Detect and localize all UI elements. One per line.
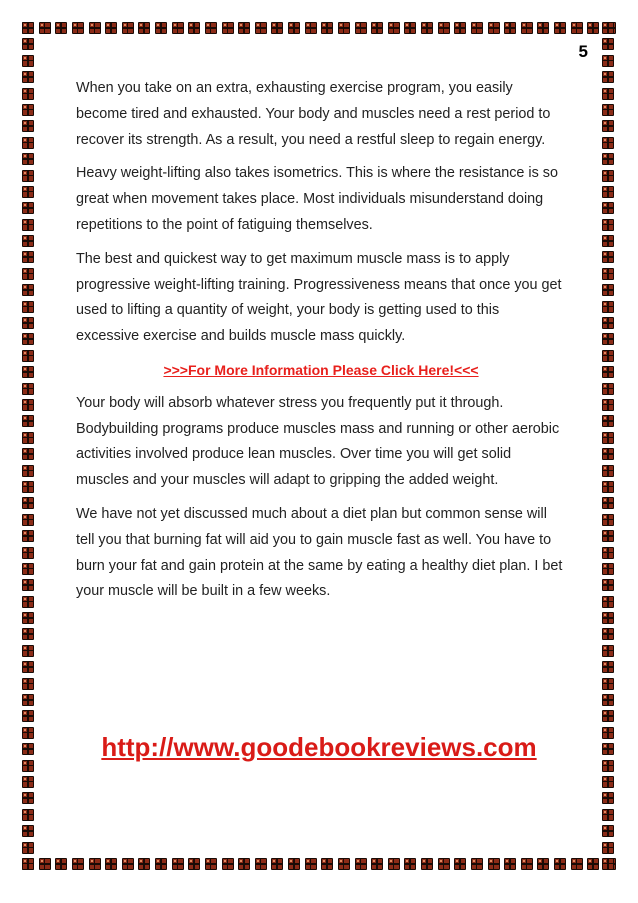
brick-tile-icon [602, 710, 614, 722]
brick-tile-icon [255, 22, 267, 34]
brick-tile-icon [22, 333, 34, 345]
brick-tile-icon [438, 858, 450, 870]
brick-tile-icon [288, 22, 300, 34]
brick-tile-icon [122, 858, 134, 870]
brick-tile-icon [338, 858, 350, 870]
brick-tile-icon [22, 120, 34, 132]
paragraph: When you take on an extra, exhausting exercise program, you easily become tired and exhausted. Your body and muscles need a rest period to recover its strength. As a result, you need a restful sleep to regain energy. [76, 80, 551, 148]
brick-tile-icon [602, 71, 614, 83]
brick-tile-icon [22, 579, 34, 591]
brick-tile-icon [602, 579, 614, 591]
brick-tile-icon [421, 22, 433, 34]
brick-tile-icon [602, 268, 614, 280]
brick-tile-icon [471, 858, 483, 870]
brick-tile-icon [22, 317, 34, 329]
brick-tile-icon [89, 22, 101, 34]
brick-tile-icon [138, 22, 150, 34]
page-number: 5 [578, 42, 588, 61]
brick-tile-icon [271, 22, 283, 34]
brick-tile-icon [602, 120, 614, 132]
brick-tile-icon [222, 22, 234, 34]
brick-tile-icon [22, 251, 34, 263]
brick-tile-icon [388, 22, 400, 34]
brick-tile-icon [602, 350, 614, 362]
brick-tile-icon [172, 858, 184, 870]
brick-tile-icon [321, 858, 333, 870]
brick-tile-icon [571, 22, 583, 34]
brick-tile-icon [205, 22, 217, 34]
brick-tile-icon [602, 38, 614, 50]
brick-tile-icon [537, 22, 549, 34]
brick-tile-icon [602, 383, 614, 395]
brick-tile-icon [172, 22, 184, 34]
brick-tile-icon [22, 137, 34, 149]
brick-tile-icon [521, 22, 533, 34]
brick-tile-icon [305, 858, 317, 870]
brick-tile-icon [602, 415, 614, 427]
border-bottom [22, 858, 616, 872]
brick-tile-icon [554, 858, 566, 870]
brick-tile-icon [602, 694, 614, 706]
brick-tile-icon [504, 22, 516, 34]
brick-tile-icon [22, 842, 34, 854]
brick-tile-icon [371, 858, 383, 870]
brick-tile-icon [22, 235, 34, 247]
brick-tile-icon [602, 399, 614, 411]
brick-tile-icon [602, 219, 614, 231]
brick-tile-icon [602, 186, 614, 198]
brick-tile-icon [602, 284, 614, 296]
brick-tile-icon [39, 858, 51, 870]
brick-tile-icon [602, 628, 614, 640]
brick-tile-icon [602, 170, 614, 182]
brick-tile-icon [22, 284, 34, 296]
brick-tile-icon [155, 858, 167, 870]
paragraph: We have not yet discussed much about a diet plan but common sense will tell you that burning fat will aid you to gain muscle fast as well. You have to burn your fat and gain protein at the same by eating a healthy diet plan. I bet your muscle will be built in a few weeks. [76, 505, 563, 600]
brick-tile-icon [602, 301, 614, 313]
brick-tile-icon [22, 776, 34, 788]
brick-tile-icon [22, 547, 34, 559]
brick-tile-icon [22, 219, 34, 231]
brick-tile-icon [404, 858, 416, 870]
paragraph: Your body will absorb whatever stress you frequently put it through. Bodybuilding programs produce muscles mass and running or other aerobic activities involved produce lean muscles. Over time you will get solid muscles and your muscles will adapt to gripping the added weight. [76, 394, 560, 489]
brick-tile-icon [22, 678, 34, 690]
brick-tile-icon [602, 661, 614, 673]
brick-tile-icon [602, 153, 614, 165]
brick-tile-icon [238, 22, 250, 34]
brick-tile-icon [271, 858, 283, 870]
brick-tile-icon [602, 514, 614, 526]
brick-tile-icon [22, 596, 34, 608]
brick-tile-icon [602, 497, 614, 509]
brick-tile-icon [602, 235, 614, 247]
brick-tile-icon [438, 22, 450, 34]
brick-tile-icon [602, 137, 614, 149]
brick-tile-icon [22, 350, 34, 362]
brick-tile-icon [355, 22, 367, 34]
brick-tile-icon [602, 809, 614, 821]
brick-tile-icon [22, 694, 34, 706]
brick-tile-icon [454, 22, 466, 34]
brick-tile-icon [602, 448, 614, 460]
brick-tile-icon [89, 858, 101, 870]
brick-tile-icon [22, 366, 34, 378]
paragraph: Heavy weight-lifting also takes isometrics. This is where the resistance is so great when movement takes place. Most individuals misunderstand doing repetitions to the point of fatiguing themselves. [76, 165, 559, 233]
brick-tile-icon [321, 22, 333, 34]
brick-tile-icon [22, 268, 34, 280]
brick-tile-icon [22, 202, 34, 214]
brick-tile-icon [421, 858, 433, 870]
brick-tile-icon [22, 612, 34, 624]
paragraph: The best and quickest way to get maximum muscle mass is to apply progressive weight-lifting training. Progressiveness means that once you get used to lifting a quantity of weight, your body is getting used to this excessive exercise and builds muscle mass quickly. [76, 250, 562, 345]
site-url-line [0, 732, 638, 763]
brick-tile-icon [355, 858, 367, 870]
brick-tile-icon [22, 563, 34, 575]
brick-tile-icon [22, 170, 34, 182]
brick-tile-icon [138, 858, 150, 870]
brick-tile-icon [488, 858, 500, 870]
brick-tile-icon [571, 858, 583, 870]
brick-tile-icon [22, 383, 34, 395]
brick-tile-icon [122, 22, 134, 34]
brick-tile-icon [22, 809, 34, 821]
brick-tile-icon [222, 858, 234, 870]
brick-tile-icon [602, 858, 614, 870]
brick-tile-icon [39, 22, 51, 34]
brick-tile-icon [454, 858, 466, 870]
brick-tile-icon [602, 366, 614, 378]
brick-tile-icon [22, 55, 34, 67]
brick-tile-icon [22, 415, 34, 427]
brick-tile-icon [602, 645, 614, 657]
info-link-line [76, 358, 566, 385]
brick-tile-icon [22, 399, 34, 411]
brick-tile-icon [22, 153, 34, 165]
brick-tile-icon [537, 858, 549, 870]
brick-tile-icon [338, 22, 350, 34]
brick-tile-icon [22, 104, 34, 116]
brick-tile-icon [22, 88, 34, 100]
brick-tile-icon [504, 858, 516, 870]
brick-tile-icon [587, 22, 599, 34]
brick-tile-icon [602, 465, 614, 477]
brick-tile-icon [554, 22, 566, 34]
brick-tile-icon [22, 465, 34, 477]
brick-tile-icon [602, 202, 614, 214]
brick-tile-icon [55, 858, 67, 870]
brick-tile-icon [602, 333, 614, 345]
brick-tile-icon [602, 22, 614, 34]
brick-tile-icon [471, 22, 483, 34]
brick-tile-icon [602, 55, 614, 67]
brick-tile-icon [371, 22, 383, 34]
brick-tile-icon [602, 104, 614, 116]
brick-tile-icon [521, 858, 533, 870]
brick-tile-icon [205, 858, 217, 870]
brick-tile-icon [22, 710, 34, 722]
brick-tile-icon [602, 792, 614, 804]
brick-tile-icon [22, 432, 34, 444]
border-top [22, 22, 616, 36]
brick-tile-icon [587, 858, 599, 870]
brick-tile-icon [188, 858, 200, 870]
article-body [76, 76, 566, 613]
brick-tile-icon [602, 842, 614, 854]
brick-tile-icon [602, 530, 614, 542]
brick-tile-icon [602, 481, 614, 493]
brick-tile-icon [22, 186, 34, 198]
site-url-link[interactable]: http://www.goodebookreviews.com [101, 732, 537, 762]
brick-tile-icon [255, 858, 267, 870]
brick-tile-icon [602, 88, 614, 100]
brick-tile-icon [22, 792, 34, 804]
brick-tile-icon [602, 678, 614, 690]
brick-tile-icon [22, 71, 34, 83]
brick-tile-icon [105, 858, 117, 870]
brick-tile-icon [22, 825, 34, 837]
brick-tile-icon [602, 317, 614, 329]
brick-tile-icon [22, 448, 34, 460]
brick-tile-icon [602, 563, 614, 575]
brick-tile-icon [22, 481, 34, 493]
brick-tile-icon [238, 858, 250, 870]
brick-tile-icon [602, 547, 614, 559]
brick-tile-icon [22, 38, 34, 50]
brick-tile-icon [602, 612, 614, 624]
brick-tile-icon [602, 251, 614, 263]
brick-tile-icon [288, 858, 300, 870]
brick-tile-icon [22, 661, 34, 673]
brick-tile-icon [488, 22, 500, 34]
brick-tile-icon [22, 628, 34, 640]
brick-tile-icon [22, 301, 34, 313]
brick-tile-icon [155, 22, 167, 34]
brick-tile-icon [22, 530, 34, 542]
more-information-link[interactable]: >>>For More Information Please Click Here!<<< [163, 361, 479, 378]
brick-tile-icon [72, 22, 84, 34]
brick-tile-icon [305, 22, 317, 34]
brick-tile-icon [188, 22, 200, 34]
brick-tile-icon [22, 497, 34, 509]
brick-tile-icon [602, 596, 614, 608]
brick-tile-icon [55, 22, 67, 34]
brick-tile-icon [72, 858, 84, 870]
brick-tile-icon [404, 22, 416, 34]
brick-tile-icon [602, 432, 614, 444]
brick-tile-icon [602, 776, 614, 788]
brick-tile-icon [388, 858, 400, 870]
brick-tile-icon [602, 825, 614, 837]
brick-tile-icon [105, 22, 117, 34]
brick-tile-icon [22, 22, 34, 34]
brick-tile-icon [22, 645, 34, 657]
brick-tile-icon [22, 514, 34, 526]
brick-tile-icon [22, 858, 34, 870]
